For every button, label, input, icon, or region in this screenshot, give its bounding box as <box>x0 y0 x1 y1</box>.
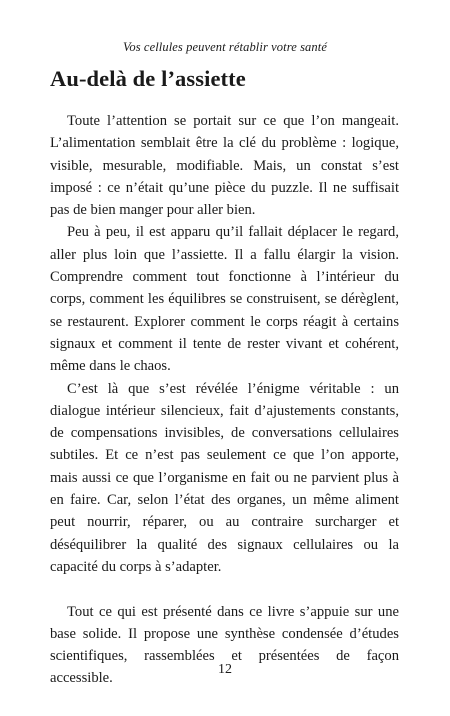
paragraph: Tout ce qui est présenté dans ce livre s’appuie sur une base solide. Il propose une synthèse condensée d’études scientifiques, rassemblées et présentées de façon accessible. <box>50 603 399 687</box>
page-number: 12 <box>218 662 232 677</box>
paragraph: Toute l’attention se portait sur ce que l’on mangeait. L’alimentation semblait être la clé du problème : logique, visible, mesurable, modifiable. Mais, un constat s’est imposé : ce n’était qu’une pièce du puzzle. Il ne suffisait pas de bien manger pour aller bien. <box>50 113 399 219</box>
paragraph: Peu à peu, il est apparu qu’il fallait déplacer le regard, aller plus loin que l’assiette. Il a fallu élargir la vision. Comprendre comment tout fonctionne à l’intérieur du corps, comment les équilibres se construisent, se dérèglent, se restaurent. Explorer comment le corps réagit à certains signaux et comment il tente de rester vivant et cohérent, même dans le chaos. <box>50 224 399 375</box>
chapter-title: Au-delà de l’assiette <box>50 66 246 91</box>
paragraph: C’est là que s’est révélée l’énigme véritable : un dialogue intérieur silencieux, fait d’ajustements constants, de compensations invisibles, de conversations cellulaires subtiles. Et ce n’est pas seulement ce que l’on apporte, mais aussi ce que l’organisme en fait ou ne parvient plus à en faire. Car, selon l’état des organes, un même aliment peut nourrir, réparer, ou au contraire surcharger et déséquilibrer la qualité des signaux cellulaires ou la capacité du corps à s’adapter. <box>50 380 399 575</box>
body-text <box>50 110 399 690</box>
running-header: Vos cellules peuvent rétablir votre santé <box>123 40 327 54</box>
